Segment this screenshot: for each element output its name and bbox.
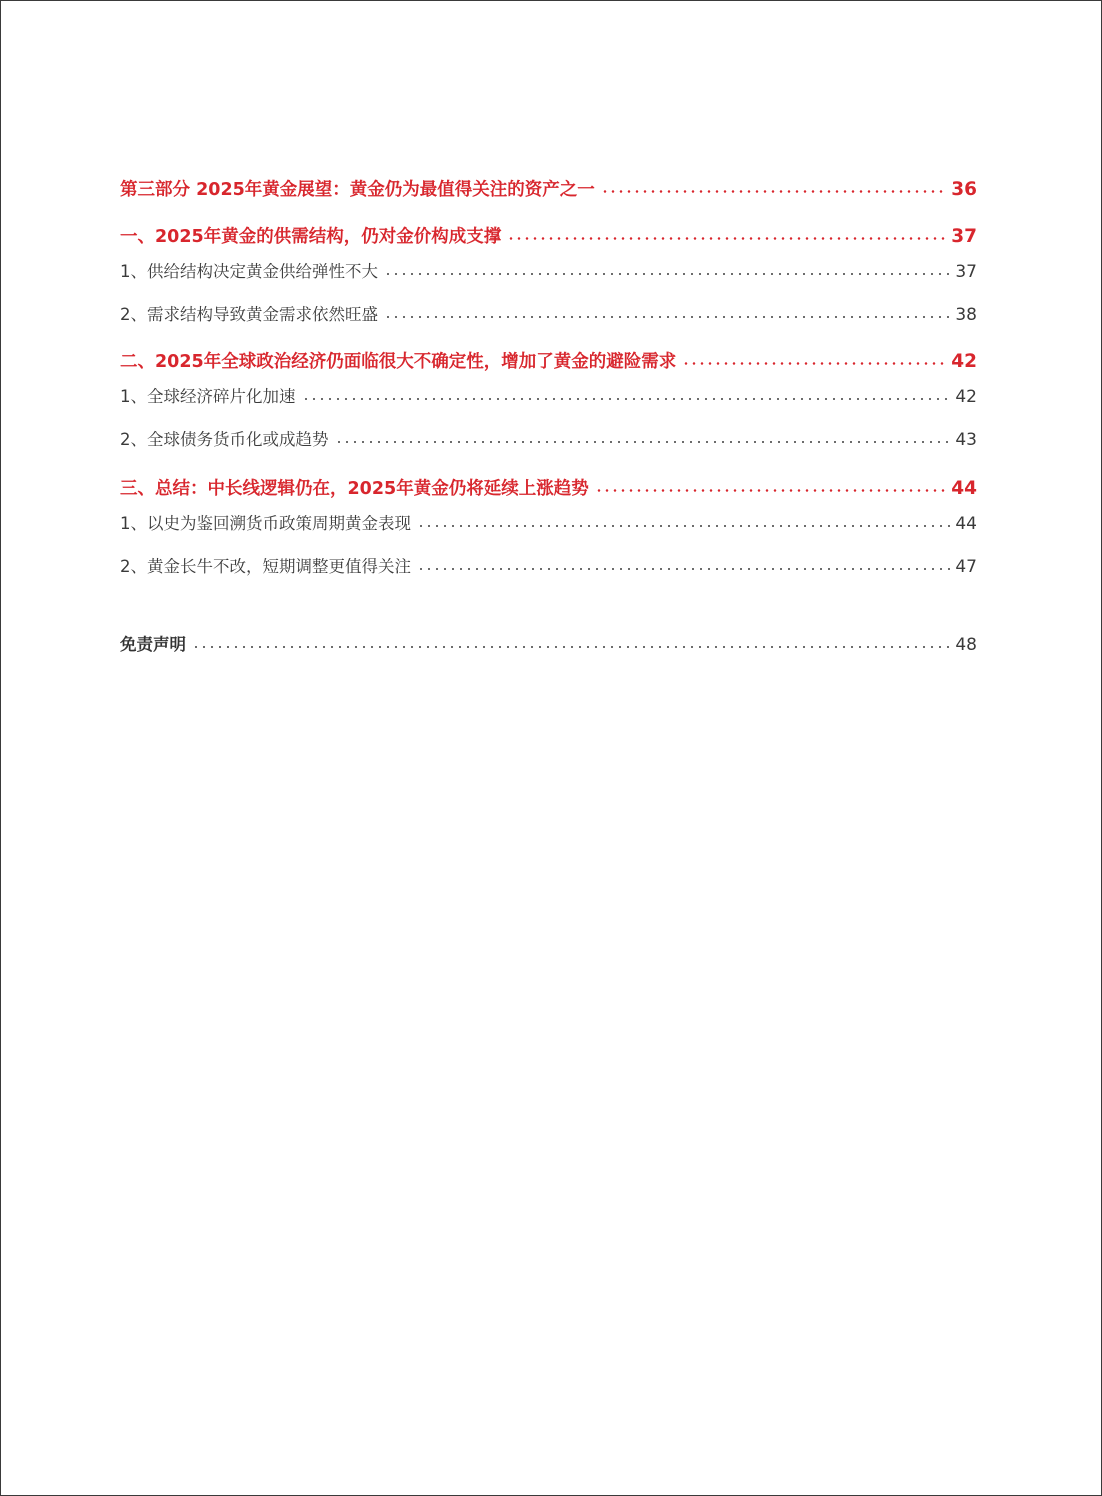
toc-entry-title: 2、全球债务货币化或成趋势 — [120, 430, 329, 449]
toc-entry-part-three[interactable] — [120, 178, 977, 202]
toc-entry-page: 38 — [955, 305, 977, 325]
toc-entry-title: 免责声明 — [120, 635, 186, 654]
toc-entry-title: 1、全球经济碎片化加速 — [120, 387, 296, 406]
toc-entry-page: 47 — [955, 557, 977, 577]
toc-entry-title: 1、以史为鉴回溯货币政策周期黄金表现 — [120, 514, 411, 533]
toc-entry-section-1-2[interactable] — [120, 303, 977, 327]
toc-entry-section-2[interactable] — [120, 350, 977, 374]
toc-entry-title: 2、需求结构导致黄金需求依然旺盛 — [120, 305, 378, 324]
toc-entry-page: 37 — [951, 226, 977, 247]
toc-entry-page: 42 — [955, 387, 977, 407]
toc-entry-title: 1、供给结构决定黄金供给弹性不大 — [120, 262, 378, 281]
toc-entry-page: 44 — [955, 514, 977, 534]
toc-entry-title: 二、2025年全球政治经济仍面临很大不确定性，增加了黄金的避险需求 — [120, 352, 677, 372]
toc-entry-page: 48 — [955, 635, 977, 655]
dot-leader — [335, 441, 952, 443]
dot-leader — [417, 568, 951, 570]
dot-leader — [192, 646, 951, 648]
toc-entry-disclaimer[interactable] — [120, 633, 977, 657]
toc-entry-page: 36 — [951, 179, 977, 200]
toc-entry-section-2-1[interactable] — [120, 385, 977, 409]
toc-entry-title: 2、黄金长牛不改，短期调整更值得关注 — [120, 557, 411, 576]
toc-entry-title: 一、2025年黄金的供需结构，仍对金价构成支撑 — [120, 227, 502, 247]
toc-entry-section-1[interactable] — [120, 225, 977, 249]
dot-leader — [384, 316, 951, 318]
toc-entry-title: 三、总结：中长线逻辑仍在，2025年黄金仍将延续上涨趋势 — [120, 479, 589, 499]
toc-entry-page: 37 — [955, 262, 977, 282]
toc-entry-section-2-2[interactable] — [120, 428, 977, 452]
toc-entry-section-3[interactable] — [120, 477, 977, 501]
toc-entry-section-3-2[interactable] — [120, 555, 977, 579]
dot-leader — [682, 362, 947, 365]
dot-leader — [302, 398, 952, 400]
toc-entry-page: 43 — [955, 430, 977, 450]
dot-leader — [601, 190, 947, 193]
toc-entry-title: 第三部分 2025年黄金展望：黄金仍为最值得关注的资产之一 — [120, 180, 595, 200]
dot-leader — [417, 525, 951, 527]
toc-entry-page: 42 — [951, 351, 977, 372]
toc-entry-section-1-1[interactable] — [120, 260, 977, 284]
toc-entry-page: 44 — [951, 478, 977, 499]
dot-leader — [507, 237, 947, 240]
dot-leader — [595, 489, 948, 492]
toc-entry-section-3-1[interactable] — [120, 512, 977, 536]
dot-leader — [384, 273, 951, 275]
